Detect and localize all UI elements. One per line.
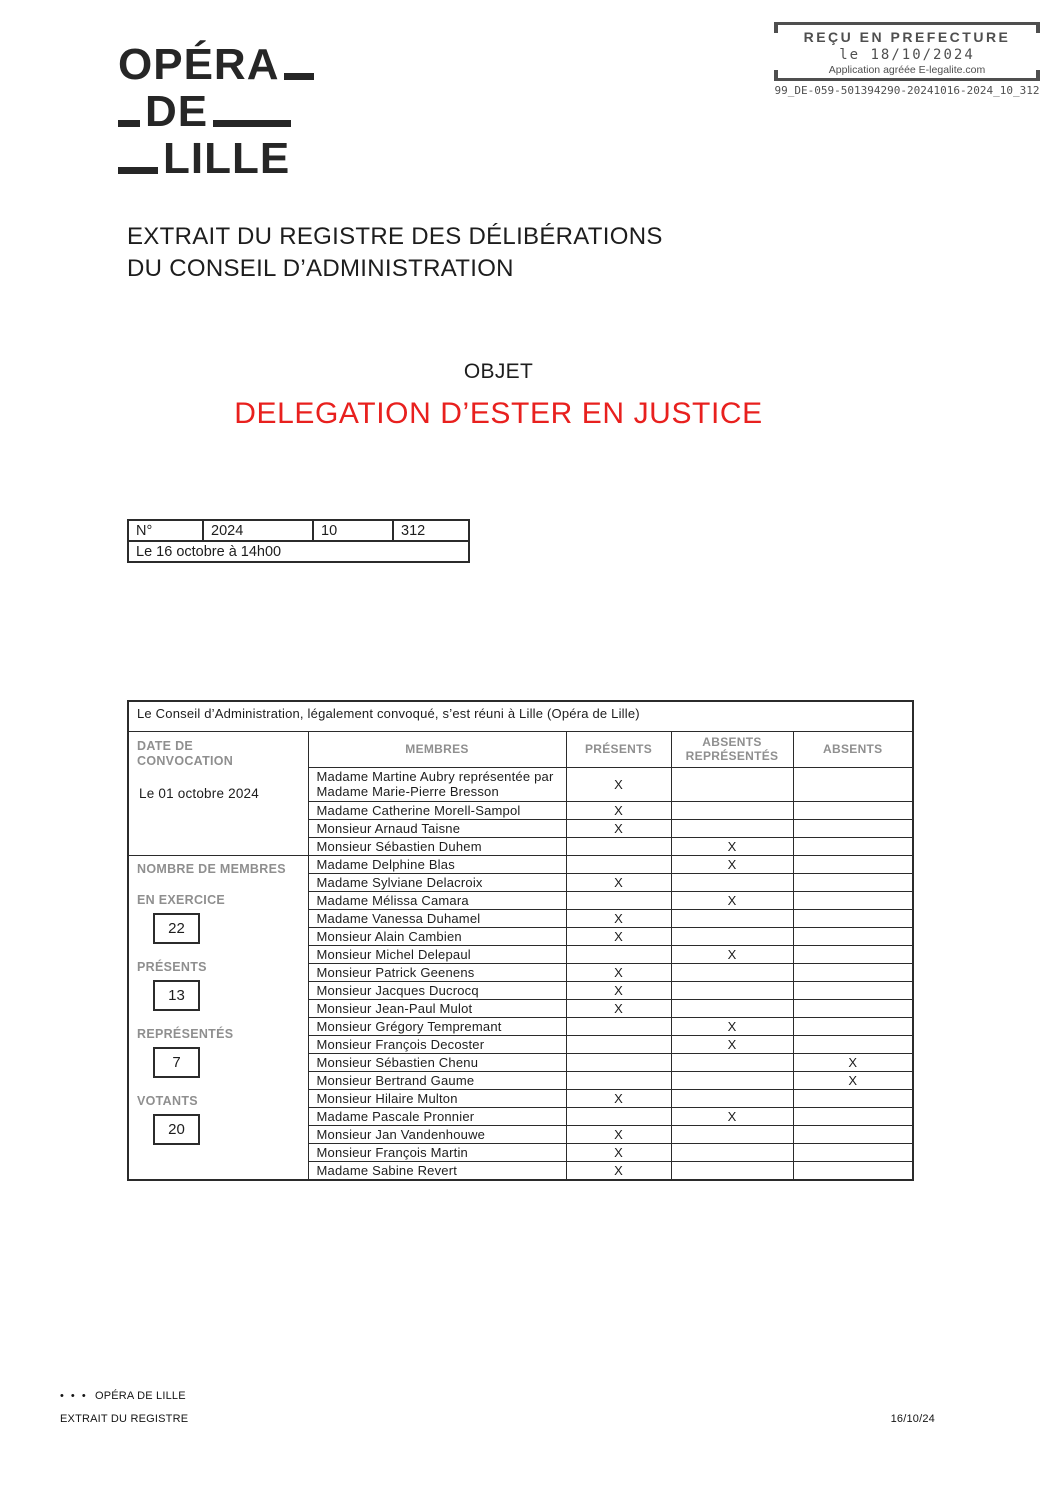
stamp-reference-code: 99_DE-059-501394290-20241016-2024_10_312 — [774, 84, 1040, 97]
member-name-cell: Monsieur François Martin — [308, 1143, 566, 1161]
member-name-cell: Monsieur Hilaire Multon — [308, 1089, 566, 1107]
absent-represented-mark-cell — [671, 801, 793, 819]
stamp-application-text: Application agréée E-legalite.com — [828, 64, 986, 76]
absent-represented-mark-cell: X — [671, 945, 793, 963]
present-mark-cell: X — [566, 1089, 671, 1107]
member-row — [128, 855, 913, 873]
en-exercice-count-box: 22 — [153, 913, 200, 944]
absent-mark-cell — [793, 927, 913, 945]
absent-represented-mark-cell — [671, 963, 793, 981]
member-name-cell: Monsieur Grégory Tempremant — [308, 1017, 566, 1035]
opera-de-lille-logo — [118, 38, 314, 183]
absent-mark-cell — [793, 1143, 913, 1161]
logo-underscore-bar — [284, 73, 314, 80]
representes-label: REPRÉSENTÉS — [137, 1026, 234, 1041]
stamp-frame — [774, 22, 1040, 81]
member-name-cell: Monsieur François Decoster — [308, 1035, 566, 1053]
present-mark-cell — [566, 1107, 671, 1125]
logo-underscore-bar — [213, 120, 291, 127]
absent-mark-cell — [793, 909, 913, 927]
absent-mark-cell — [793, 1017, 913, 1035]
member-name-cell: Monsieur Alain Cambien — [308, 927, 566, 945]
present-mark-cell: X — [566, 1161, 671, 1180]
representes-count-box: 7 — [153, 1047, 200, 1078]
logo-underscore-bar — [118, 167, 158, 174]
absent-represented-mark-cell — [671, 999, 793, 1017]
logo-line-2 — [118, 85, 314, 136]
intro-row — [128, 701, 913, 731]
member-name-cell: Monsieur Michel Delepaul — [308, 945, 566, 963]
absent-mark-cell — [793, 981, 913, 999]
present-mark-cell: X — [566, 873, 671, 891]
absent-mark-cell — [793, 945, 913, 963]
present-mark-cell: X — [566, 963, 671, 981]
absent-represented-mark-cell — [671, 1071, 793, 1089]
logo-word: LILLE — [163, 134, 291, 183]
logo-word: DE — [145, 87, 209, 136]
absent-represented-mark-cell — [671, 981, 793, 999]
member-name-cell: Monsieur Patrick Geenens — [308, 963, 566, 981]
absent-represented-mark-cell — [671, 1143, 793, 1161]
presents-column-header: PRÉSENTS — [566, 731, 671, 767]
footer-doc-line — [60, 1413, 935, 1425]
absent-mark-cell — [793, 963, 913, 981]
logo-line-3 — [118, 132, 314, 183]
logo-underscore-bar — [118, 120, 140, 127]
absent-represented-mark-cell: X — [671, 1035, 793, 1053]
stamp-date: le 18/10/2024 — [839, 47, 975, 63]
footer-brand-line — [60, 1390, 935, 1402]
present-mark-cell — [566, 891, 671, 909]
absent-mark-cell — [793, 837, 913, 855]
votants-count-box: 20 — [153, 1114, 200, 1145]
absent-mark-cell — [793, 891, 913, 909]
table-header-row — [128, 731, 913, 767]
stamp-corner-icon — [1036, 24, 1040, 33]
stats-cell — [128, 855, 308, 1180]
absent-represented-mark-cell — [671, 1161, 793, 1180]
absent-represented-mark-cell: X — [671, 855, 793, 873]
convocation-date: Le 01 octobre 2024 — [139, 785, 259, 801]
stamp-received-text: REÇU EN PREFECTURE — [803, 29, 1011, 45]
stamp-corner-icon — [774, 24, 778, 33]
present-mark-cell: X — [566, 801, 671, 819]
member-name-cell: Monsieur Sébastien Chenu — [308, 1053, 566, 1071]
absents-column-header: ABSENTS — [793, 731, 913, 767]
heading-line-1: EXTRAIT DU REGISTRE DES DÉLIBÉRATIONS — [127, 223, 663, 250]
present-mark-cell: X — [566, 1125, 671, 1143]
member-name-cell: Monsieur Bertrand Gaume — [308, 1071, 566, 1089]
member-name-cell: Madame Vanessa Duhamel — [308, 909, 566, 927]
ref-number-label-cell: N° — [128, 520, 203, 541]
absent-mark-cell — [793, 855, 913, 873]
absent-mark-cell — [793, 801, 913, 819]
present-mark-cell: X — [566, 999, 671, 1017]
members-count-title: NOMBRE DE MEMBRES — [137, 861, 286, 876]
present-mark-cell — [566, 945, 671, 963]
objet-label: OBJET — [463, 360, 534, 383]
votants-label: VOTANTS — [137, 1093, 198, 1108]
present-mark-cell — [566, 1053, 671, 1071]
present-mark-cell: X — [566, 927, 671, 945]
reference-number-row — [128, 520, 469, 541]
absent-represented-mark-cell — [671, 909, 793, 927]
footer-dots-icon: • • • — [60, 1390, 88, 1402]
absent-mark-cell — [793, 1107, 913, 1125]
absents-representes-column-header: ABSENTS REPRÉSENTÉS — [671, 731, 793, 767]
footer-date: 16/10/24 — [890, 1413, 935, 1425]
convocation-cell — [128, 731, 308, 855]
session-datetime-cell: Le 16 octobre à 14h00 — [128, 541, 469, 562]
absent-represented-mark-cell: X — [671, 1017, 793, 1035]
absent-represented-mark-cell — [671, 819, 793, 837]
absent-represented-mark-cell — [671, 1089, 793, 1107]
present-mark-cell — [566, 837, 671, 855]
absent-mark-cell — [793, 1125, 913, 1143]
logo-line-1 — [118, 38, 314, 89]
absent-represented-mark-cell — [671, 873, 793, 891]
presents-count-box: 13 — [153, 980, 200, 1011]
present-mark-cell: X — [566, 819, 671, 837]
member-name-cell: Madame Pascale Pronnier — [308, 1107, 566, 1125]
absent-mark-cell: X — [793, 1071, 913, 1089]
en-exercice-label: EN EXERCICE — [137, 892, 226, 907]
member-name-cell: Madame Sylviane Delacroix — [308, 873, 566, 891]
objet-section — [127, 360, 870, 431]
presents-label: PRÉSENTS — [137, 959, 207, 974]
member-name-cell: Monsieur Arnaud Taisne — [308, 819, 566, 837]
present-mark-cell: X — [566, 1143, 671, 1161]
member-name-cell: Madame Mélissa Camara — [308, 891, 566, 909]
absent-represented-mark-cell: X — [671, 837, 793, 855]
heading-line-2: DU CONSEIL D’ADMINISTRATION — [127, 255, 514, 282]
page-footer — [60, 1390, 935, 1425]
logo-word: OPÉRA — [118, 40, 280, 89]
prefecture-stamp — [774, 22, 1040, 97]
absent-mark-cell: X — [793, 1053, 913, 1071]
present-mark-cell: X — [566, 981, 671, 999]
member-name-cell: Madame Delphine Blas — [308, 855, 566, 873]
absent-mark-cell — [793, 819, 913, 837]
absent-represented-mark-cell — [671, 1125, 793, 1143]
present-mark-cell — [566, 1035, 671, 1053]
member-name-cell: Monsieur Jacques Ducrocq — [308, 981, 566, 999]
present-mark-cell — [566, 1017, 671, 1035]
absent-mark-cell — [793, 1035, 913, 1053]
present-mark-cell — [566, 855, 671, 873]
ref-year-cell: 2024 — [203, 520, 313, 541]
members-column-header: MEMBRES — [308, 731, 566, 767]
absent-mark-cell — [793, 1089, 913, 1107]
ref-sequence-cell: 312 — [393, 520, 469, 541]
present-mark-cell — [566, 1071, 671, 1089]
absent-mark-cell — [793, 1161, 913, 1180]
absent-mark-cell — [793, 999, 913, 1017]
footer-doc-title: EXTRAIT DU REGISTRE — [60, 1413, 189, 1425]
stamp-corner-icon — [774, 70, 778, 79]
ref-month-cell: 10 — [313, 520, 393, 541]
member-name-cell: Madame Catherine Morell-Sampol — [308, 801, 566, 819]
footer-brand: OPÉRA DE LILLE — [94, 1390, 186, 1402]
absent-mark-cell — [793, 767, 913, 801]
member-name-cell: Monsieur Sébastien Duhem — [308, 837, 566, 855]
absent-represented-mark-cell — [671, 767, 793, 801]
member-name-cell: Monsieur Jean-Paul Mulot — [308, 999, 566, 1017]
convocation-header: DATE DE CONVOCATION — [137, 738, 234, 768]
stamp-corner-icon — [1036, 70, 1040, 79]
member-name-cell: Madame Sabine Revert — [308, 1161, 566, 1180]
absent-represented-mark-cell — [671, 1053, 793, 1071]
present-mark-cell: X — [566, 909, 671, 927]
member-name-cell: Monsieur Jan Vandenhouwe — [308, 1125, 566, 1143]
document-heading — [127, 221, 663, 285]
reference-table — [127, 519, 470, 563]
intro-cell: Le Conseil d’Administration, légalement convoqué, s’est réuni à Lille (Opéra de Lille) — [128, 701, 913, 731]
reference-session-row — [128, 541, 469, 562]
absent-represented-mark-cell — [671, 927, 793, 945]
absent-represented-mark-cell: X — [671, 1107, 793, 1125]
attendance-table — [127, 700, 914, 1181]
deliberation-title: DELEGATION D’ESTER EN JUSTICE — [234, 397, 763, 430]
absent-mark-cell — [793, 873, 913, 891]
present-mark-cell: X — [566, 767, 671, 801]
absent-represented-mark-cell: X — [671, 891, 793, 909]
member-name-cell: Madame Martine Aubry représentée par Madame Marie-Pierre Bresson — [308, 767, 566, 801]
